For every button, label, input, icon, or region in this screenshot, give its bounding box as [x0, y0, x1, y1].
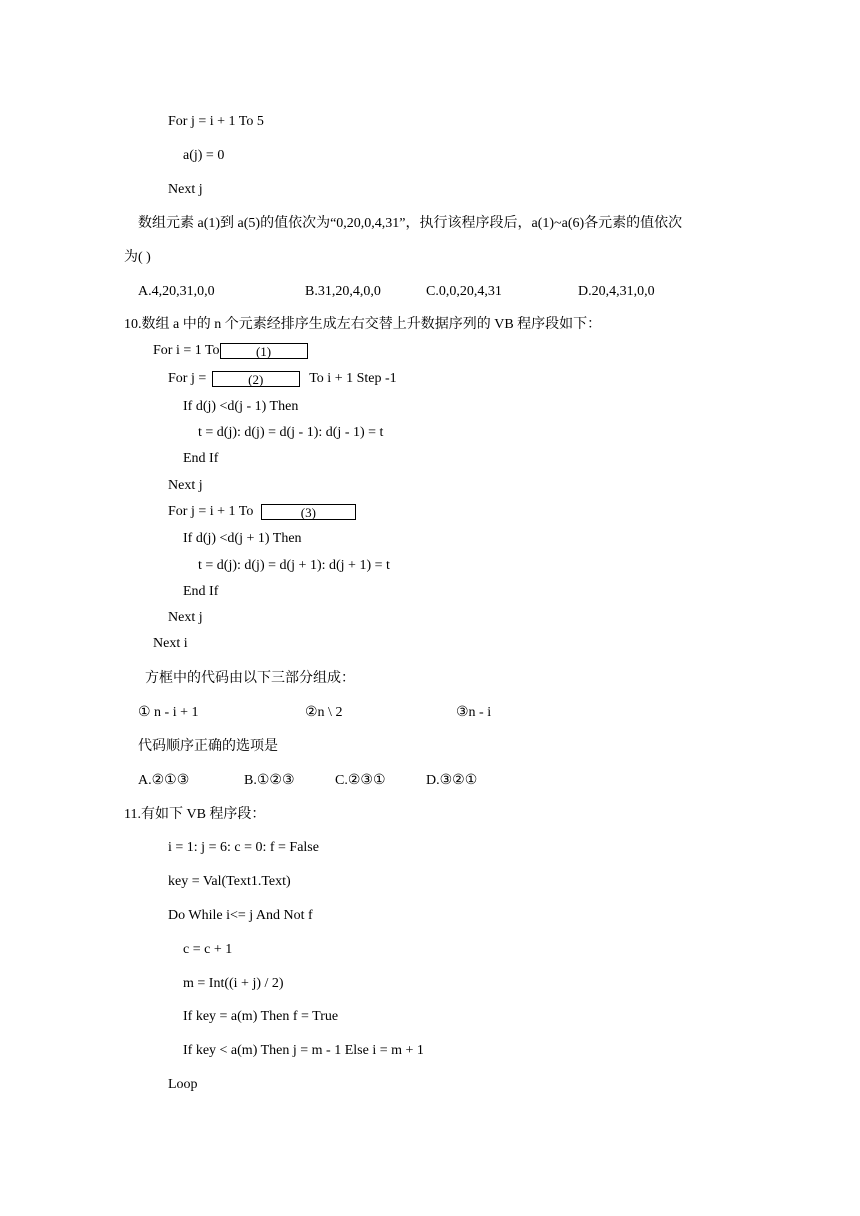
- code-part-3: ③n - i: [456, 705, 492, 720]
- code-line: t = d(j): d(j) = d(j + 1): d(j + 1) = t: [198, 558, 390, 573]
- blank-box-2: (2): [212, 371, 300, 387]
- code-line: [168, 503, 356, 521]
- option-b: B.①②③: [244, 773, 295, 788]
- code-line: t = d(j): d(j) = d(j - 1): d(j - 1) = t: [198, 425, 384, 440]
- option-a: A.②①③: [138, 773, 190, 788]
- code-line: Next j: [168, 182, 203, 197]
- code-line: Loop: [168, 1077, 198, 1092]
- option-c: C.②③①: [335, 773, 386, 788]
- code-line: End If: [183, 451, 219, 466]
- option-b: B.31,20,4,0,0: [305, 284, 381, 299]
- code-line: [168, 370, 397, 388]
- code-text: For j =: [168, 371, 207, 386]
- code-line: [153, 342, 308, 360]
- code-line: Next j: [168, 478, 203, 493]
- question-title: 10.数组 a 中的 n 个元素经排序生成左右交替上升数据序列的 VB 程序段如下：: [124, 317, 602, 332]
- code-part-1: ① n - i + 1: [138, 705, 199, 720]
- code-line: End If: [183, 584, 219, 599]
- code-line: Next i: [153, 636, 188, 651]
- option-d: D.③②①: [426, 773, 478, 788]
- option-c: C.0,0,20,4,31: [426, 284, 502, 299]
- code-line: key = Val(Text1.Text): [168, 874, 291, 889]
- code-line: For j = i + 1 To 5: [168, 114, 264, 129]
- question-stem: 数组元素 a(1)到 a(5)的值依次为“0,20,0,4,31”，执行该程序段后，a(1)~a(6)各元素的值依次: [138, 216, 683, 231]
- blank-box-1: (1): [220, 343, 308, 359]
- option-a: A.4,20,31,0,0: [138, 284, 215, 299]
- code-line: If d(j) <d(j + 1) Then: [183, 531, 302, 546]
- code-line: c = c + 1: [183, 942, 233, 957]
- question-title: 11.有如下 VB 程序段：: [124, 807, 266, 822]
- code-part-2: ②n \ 2: [305, 705, 343, 720]
- code-line: i = 1: j = 6: c = 0: f = False: [168, 840, 319, 855]
- question-ask: 代码顺序正确的选项是: [138, 739, 278, 754]
- code-text: For j = i + 1 To: [168, 504, 254, 519]
- code-text: For i = 1 To: [153, 343, 220, 358]
- question-note: 方框中的代码由以下三部分组成：: [145, 671, 355, 686]
- code-line: If d(j) <d(j - 1) Then: [183, 399, 299, 414]
- code-line: If key = a(m) Then f = True: [183, 1009, 339, 1024]
- question-stem: 为( ): [124, 250, 151, 265]
- option-d: D.20,4,31,0,0: [578, 284, 655, 299]
- code-line: m = Int((i + j) / 2): [183, 976, 284, 991]
- code-line: If key < a(m) Then j = m - 1 Else i = m + 1: [183, 1043, 424, 1058]
- code-text: To i + 1 Step -1: [309, 371, 397, 386]
- code-line: Next j: [168, 610, 203, 625]
- code-line: a(j) = 0: [183, 148, 225, 163]
- code-line: Do While i<= j And Not f: [168, 908, 313, 923]
- blank-box-3: (3): [261, 504, 356, 520]
